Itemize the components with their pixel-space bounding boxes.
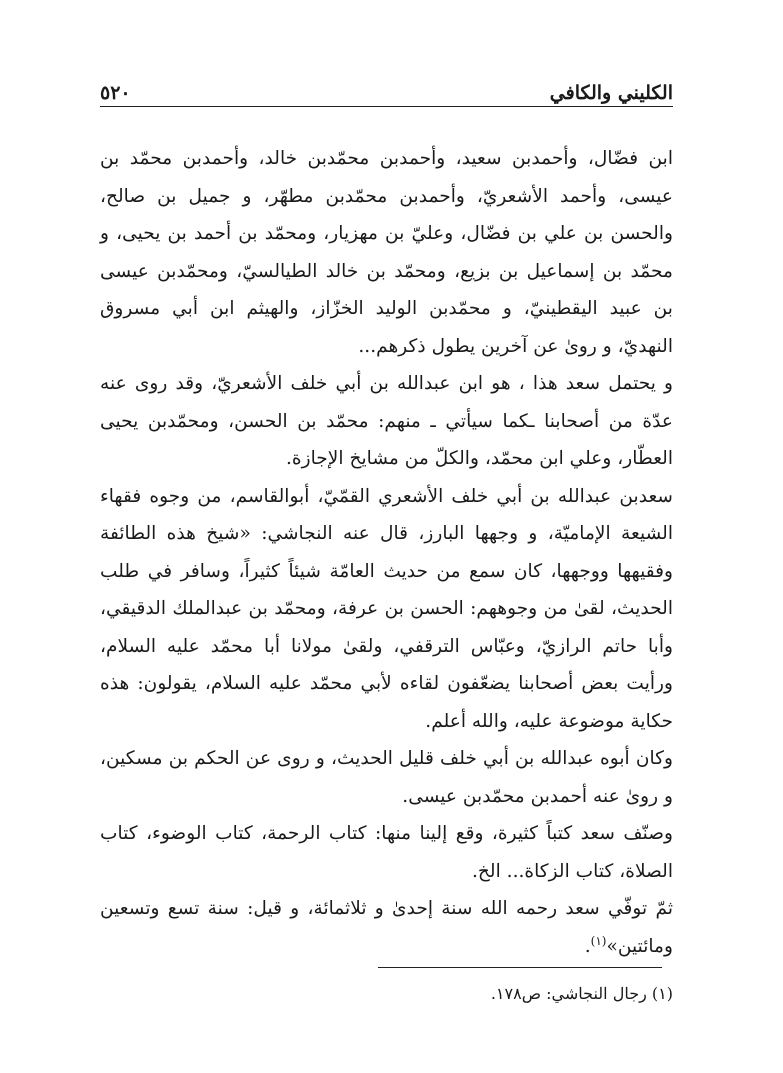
page-header bbox=[100, 72, 673, 104]
paragraph-6 bbox=[100, 890, 673, 965]
paragraph-4: وكان أبوه عبدالله بن أبي خلف قليل الحديث، و روى عن الحكم بن مسكين، و روىٰ عنه أحمدبن محمّدبن عيسى. bbox=[100, 748, 673, 807]
paragraph-3: سعدبن عبدالله بن أبي خلف الأشعري القمّيّ، أبوالقاسم، من وجوه فقهاء الشيعة الإماميّة، و وجهها البارز، قال عنه النجاشي: «شيخ هذه الطائفة وفقيهها ووجهها، كان سمع من حديث العامّة شيئاً كثيراً، وسافر في طلب الحديث، لقىٰ من وجوههم: الحسن بن عرفة، ومحمّد بن عبدالملك الدقيقي، وأبا حاتم الرازيّ، وعبّاس الترقفي، ولقىٰ مولانا أبا محمّد عليه السلام، ورأيت بعض أصحابنا يضعّفون لقاءه لأبي محمّد عليه السلام، يقولون: هذه حكاية موضوعة عليه، والله أعلم. bbox=[100, 485, 673, 732]
paragraph-2: و يحتمل سعد هذا ، هو ابن عبدالله بن أبي خلف الأشعريّ، وقد روى عنه عدّة من أصحابنا ـكما سيأتي ـ منهم: محمّد بن الحسن، ومحمّدبن يحيى العطّار، وعلي ابن محمّد، والكلّ من مشايخ الإجازة. bbox=[100, 373, 673, 469]
footnote-reference[interactable]: (١) bbox=[590, 933, 607, 948]
paragraph-5: وصنّف سعد كتباً كثيرة، وقع إلينا منها: كتاب الرحمة، كتاب الوضوء، كتاب الصلاة، كتاب الزكاة... الخ. bbox=[100, 823, 673, 882]
paragraph-6-end: . bbox=[584, 935, 591, 957]
header-divider bbox=[100, 106, 673, 107]
paragraph-6-text: ثمّ توفّي سعد رحمه الله سنة إحدىٰ و ثلاثمائة، و قيل: سنة تسع وتسعين ومائتين» bbox=[100, 898, 673, 957]
main-text bbox=[100, 140, 673, 965]
running-title: الكليني والكافي bbox=[549, 82, 673, 104]
footnote-divider bbox=[378, 967, 662, 968]
footnote: (١) رجال النجاشي: ص١٧٨. bbox=[490, 984, 673, 1003]
paragraph-1: ابن فضّال، وأحمدبن سعيد، وأحمدبن محمّدبن خالد، وأحمدبن محمّد بن عيسى، وأحمد الأشعريّ، وأحمدبن محمّدبن مطهّر، و جميل بن صالح، والحسن بن علي بن فضّال، وعليّ بن مهزيار، ومحمّد بن أحمد بن يحيى، و محمّد بن إسماعيل بن بزيع، ومحمّد بن خالد الطيالسيّ، ومحمّدبن عيسى بن عبيد اليقطينيّ، و محمّدبن الوليد الخزّاز، والهيثم ابن أبي مسروق النهديّ، و روىٰ عن آخرين يطول ذكرهم... bbox=[100, 148, 673, 357]
page-number: ٥٢٠ bbox=[100, 82, 131, 104]
